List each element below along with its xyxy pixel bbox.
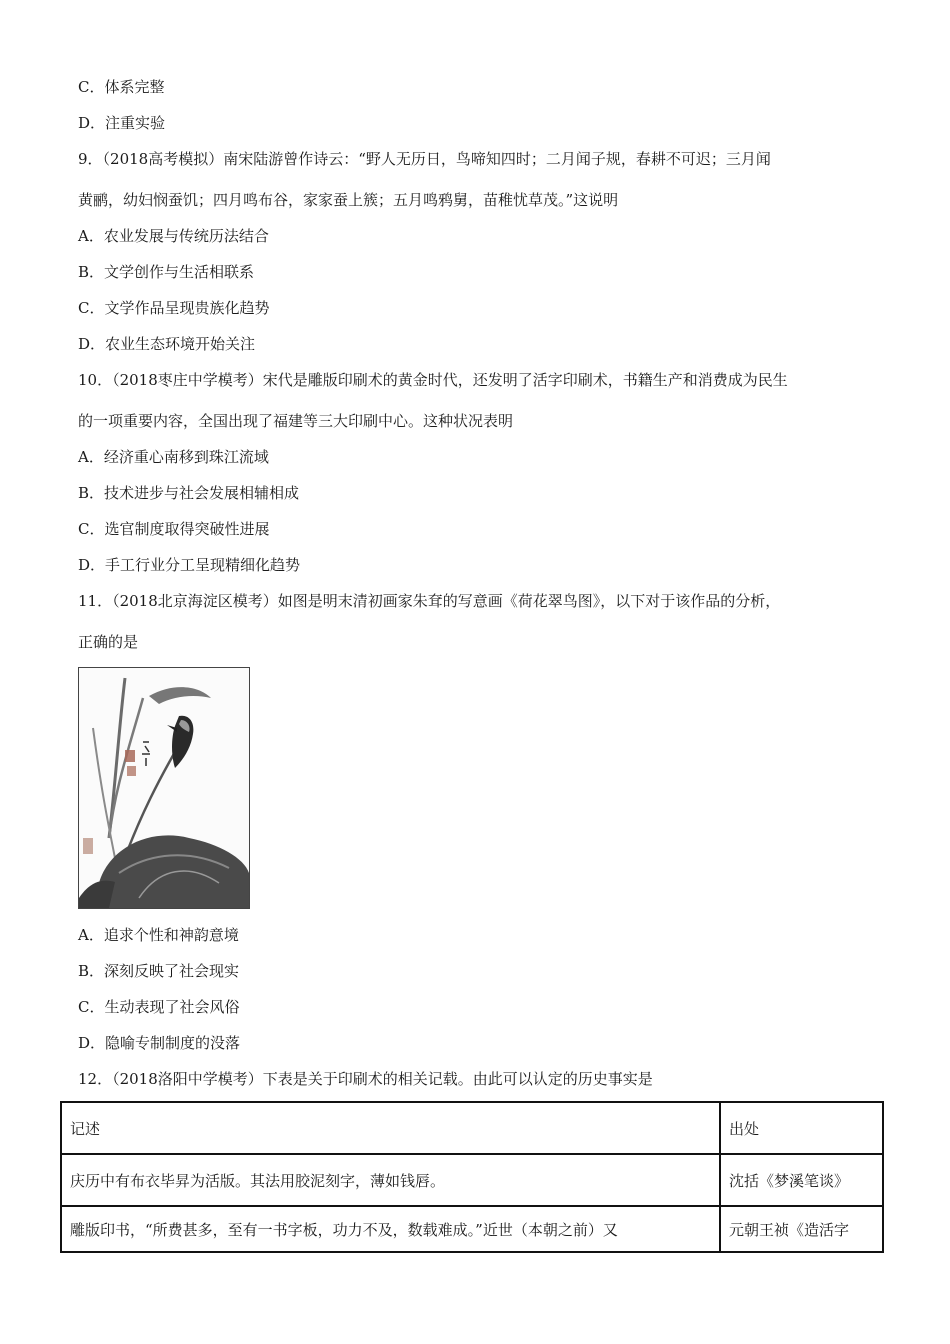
q11-stem-line2: 正确的是 [78, 633, 139, 651]
printing-records-table [60, 1101, 884, 1253]
q11-option-b: B．深刻反映了社会现实 [78, 962, 240, 980]
q11-option-c: C．生动表现了社会风俗 [78, 998, 240, 1016]
table-cell-source: 沈括《梦溪笔谈》 [720, 1154, 883, 1206]
q12-stem: 12．（2018洛阳中学模考）下表是关于印刷术的相关记载。由此可以认定的历史事实是 [78, 1070, 653, 1088]
painting-illustration [79, 668, 249, 908]
table-header-source: 出处 [720, 1102, 883, 1154]
table-cell-record: 雕版印书，“所费甚多，至有一书字板，功力不及，数载难成。”近世（本朝之前）又 [61, 1206, 720, 1252]
q9-stem-line2: 黄鹂，幼妇悯蚕饥；四月鸣布谷，家家蚕上簇；五月鸣鸦舅，苗稚忧草茂。”这说明 [78, 191, 619, 209]
table-cell-record: 庆历中有布衣毕昇为活版。其法用胶泥刻字，薄如钱唇。 [61, 1154, 720, 1206]
q9-option-b: B．文学创作与生活相联系 [78, 263, 255, 281]
q10-option-d: D．手工行业分工呈现精细化趋势 [78, 556, 301, 574]
q8-option-d: D．注重实验 [78, 114, 166, 132]
table-row [61, 1154, 883, 1206]
q9-option-d: D．农业生态环境开始关注 [78, 335, 256, 353]
q11-option-d: D．隐喻专制制度的没落 [78, 1034, 241, 1052]
table-cell-source: 元朝王祯《造活字 [720, 1206, 883, 1252]
q9-option-c: C．文学作品呈现贵族化趋势 [78, 299, 270, 317]
q11-stem-line1: 11．（2018北京海淀区模考）如图是明末清初画家朱耷的写意画《荷花翠鸟图》，以下对于该作品的分析， [78, 592, 781, 610]
q10-option-c: C．选官制度取得突破性进展 [78, 520, 270, 538]
lotus-kingfisher-painting [78, 667, 250, 909]
q9-option-a: A．农业发展与传统历法结合 [78, 227, 269, 245]
table-header-row [61, 1102, 883, 1154]
q9-stem-line1: 9．（2018高考模拟）南宋陆游曾作诗云：“野人无历日，鸟啼知四时；二月闻子规，春耕不可迟；三月闻 [78, 150, 771, 168]
q10-stem-line2: 的一项重要内容，全国出现了福建等三大印刷中心。这种状况表明 [78, 412, 514, 430]
q10-stem-line1: 10．（2018枣庄中学模考）宋代是雕版印刷术的黄金时代，还发明了活字印刷术，书籍生产和消费成为民生 [78, 371, 788, 389]
q10-option-b: B．技术进步与社会发展相辅相成 [78, 484, 300, 502]
q11-option-a: A．追求个性和神韵意境 [78, 926, 239, 944]
table-row [61, 1206, 883, 1252]
q8-option-c: C．体系完整 [78, 78, 165, 96]
q10-option-a: A．经济重心南移到珠江流域 [78, 448, 269, 466]
table-header-record: 记述 [61, 1102, 720, 1154]
